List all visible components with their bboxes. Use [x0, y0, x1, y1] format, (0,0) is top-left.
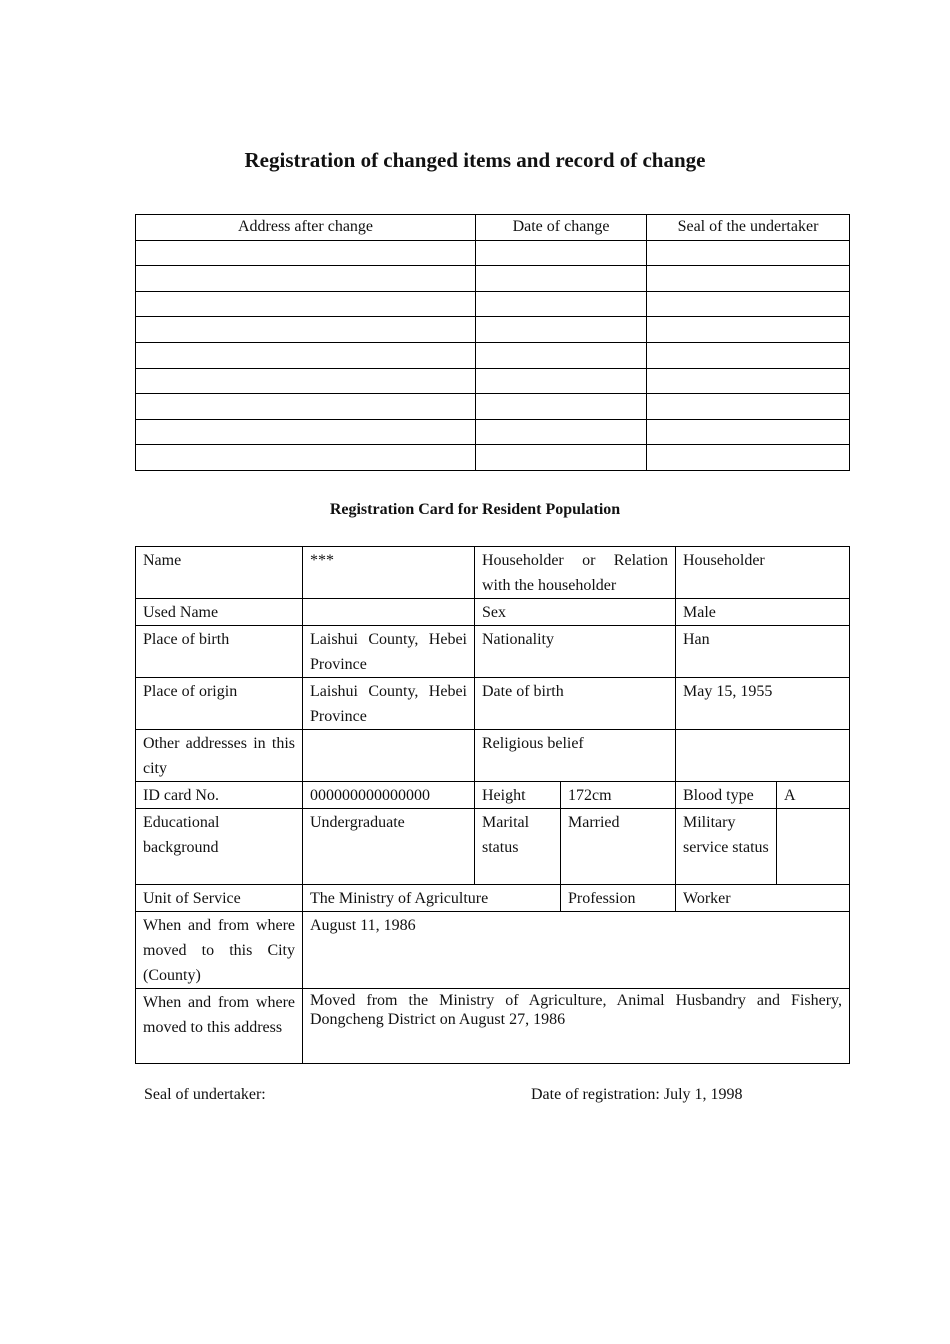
blood-type-value: A	[777, 782, 850, 809]
change-table-cell	[476, 342, 647, 368]
change-table-row	[136, 317, 850, 343]
header-address-after-change: Address after change	[136, 215, 476, 241]
change-table-row	[136, 445, 850, 471]
header-date-of-change: Date of change	[476, 215, 647, 241]
card-row-used-name	[136, 599, 850, 626]
birth-place-value: Laishui County, Hebei Province	[303, 626, 475, 678]
card-row-other-addresses	[136, 730, 850, 782]
moved-address-label: When and from where moved to this address	[136, 989, 303, 1064]
unit-label: Unit of Service	[136, 885, 303, 912]
education-value: Undergraduate	[303, 809, 475, 885]
change-table-cell	[476, 368, 647, 394]
card-row-unit	[136, 885, 850, 912]
change-table-row	[136, 368, 850, 394]
height-value: 172cm	[561, 782, 676, 809]
change-table-cell	[476, 317, 647, 343]
id-label: ID card No.	[136, 782, 303, 809]
nationality-label: Nationality	[475, 626, 676, 678]
change-table-header-row	[136, 215, 850, 241]
change-table-cell	[647, 291, 850, 317]
change-table-cell	[476, 291, 647, 317]
change-table-cell	[136, 445, 476, 471]
nationality-value: Han	[676, 626, 850, 678]
religion-label: Religious belief	[475, 730, 676, 782]
other-addresses-label: Other addresses in this city	[136, 730, 303, 782]
id-value: 000000000000000	[303, 782, 475, 809]
change-table-row	[136, 266, 850, 292]
change-table-row	[136, 291, 850, 317]
marital-label: Marital status	[475, 809, 561, 885]
change-table-cell	[647, 317, 850, 343]
change-table-cell	[136, 317, 476, 343]
header-seal-of-undertaker: Seal of the undertaker	[647, 215, 850, 241]
change-table-cell	[647, 368, 850, 394]
origin-value: Laishui County, Hebei Province	[303, 678, 475, 730]
card-title: Registration Card for Resident Population	[329, 501, 621, 518]
change-table-cell	[647, 240, 850, 266]
change-record-table	[135, 214, 850, 471]
change-table-cell	[136, 368, 476, 394]
moved-city-label: When and from where moved to this City (County)	[136, 912, 303, 989]
seal-of-undertaker-label: Seal of undertaker:	[144, 1086, 266, 1103]
card-row-id	[136, 782, 850, 809]
birth-place-label: Place of birth	[136, 626, 303, 678]
card-row-education	[136, 809, 850, 885]
military-label: Military service status	[676, 809, 777, 885]
change-table-cell	[136, 394, 476, 420]
change-table-cell	[476, 240, 647, 266]
used-name-label: Used Name	[136, 599, 303, 626]
change-table-row	[136, 394, 850, 420]
used-name-value	[303, 599, 475, 626]
profession-label: Profession	[561, 885, 676, 912]
moved-address-value: Moved from the Ministry of Agriculture, Animal Husbandry and Fishery, Dongcheng District on August 27, 1986	[303, 989, 850, 1064]
change-table-cell	[136, 291, 476, 317]
change-table-cell	[476, 266, 647, 292]
card-row-moved-address	[136, 989, 850, 1064]
change-table-row	[136, 240, 850, 266]
profession-value: Worker	[676, 885, 850, 912]
religion-value	[676, 730, 850, 782]
card-row-origin	[136, 678, 850, 730]
change-table-cell	[647, 445, 850, 471]
sex-value: Male	[676, 599, 850, 626]
change-table-row	[136, 419, 850, 445]
education-label: Educational background	[136, 809, 303, 885]
change-table-cell	[647, 419, 850, 445]
relation-value: Householder	[676, 547, 850, 599]
military-value	[777, 809, 850, 885]
change-table-cell	[136, 266, 476, 292]
relation-label: Householder or Relation with the householder	[475, 547, 676, 599]
origin-label: Place of origin	[136, 678, 303, 730]
sex-label: Sex	[475, 599, 676, 626]
change-table-cell	[136, 342, 476, 368]
moved-city-value: August 11, 1986	[303, 912, 850, 989]
name-value: ***	[303, 547, 475, 599]
other-addresses-value	[303, 730, 475, 782]
change-table-cell	[476, 419, 647, 445]
name-label: Name	[136, 547, 303, 599]
unit-value: The Ministry of Agriculture	[303, 885, 561, 912]
card-row-name	[136, 547, 850, 599]
height-label: Height	[475, 782, 561, 809]
change-table-cell	[476, 394, 647, 420]
change-table-row	[136, 342, 850, 368]
blood-type-label: Blood type	[676, 782, 777, 809]
change-table-cell	[647, 342, 850, 368]
marital-value: Married	[561, 809, 676, 885]
card-row-moved-city	[136, 912, 850, 989]
change-table-cell	[476, 445, 647, 471]
dob-label: Date of birth	[475, 678, 676, 730]
change-table-cell	[647, 394, 850, 420]
dob-value: May 15, 1955	[676, 678, 850, 730]
registration-date: Date of registration: July 1, 1998	[531, 1086, 743, 1103]
page-title: Registration of changed items and record of change	[244, 148, 706, 172]
change-table-cell	[647, 266, 850, 292]
card-row-birth-place	[136, 626, 850, 678]
registration-card-table	[135, 546, 850, 1064]
change-table-cell	[136, 240, 476, 266]
change-table-cell	[136, 419, 476, 445]
